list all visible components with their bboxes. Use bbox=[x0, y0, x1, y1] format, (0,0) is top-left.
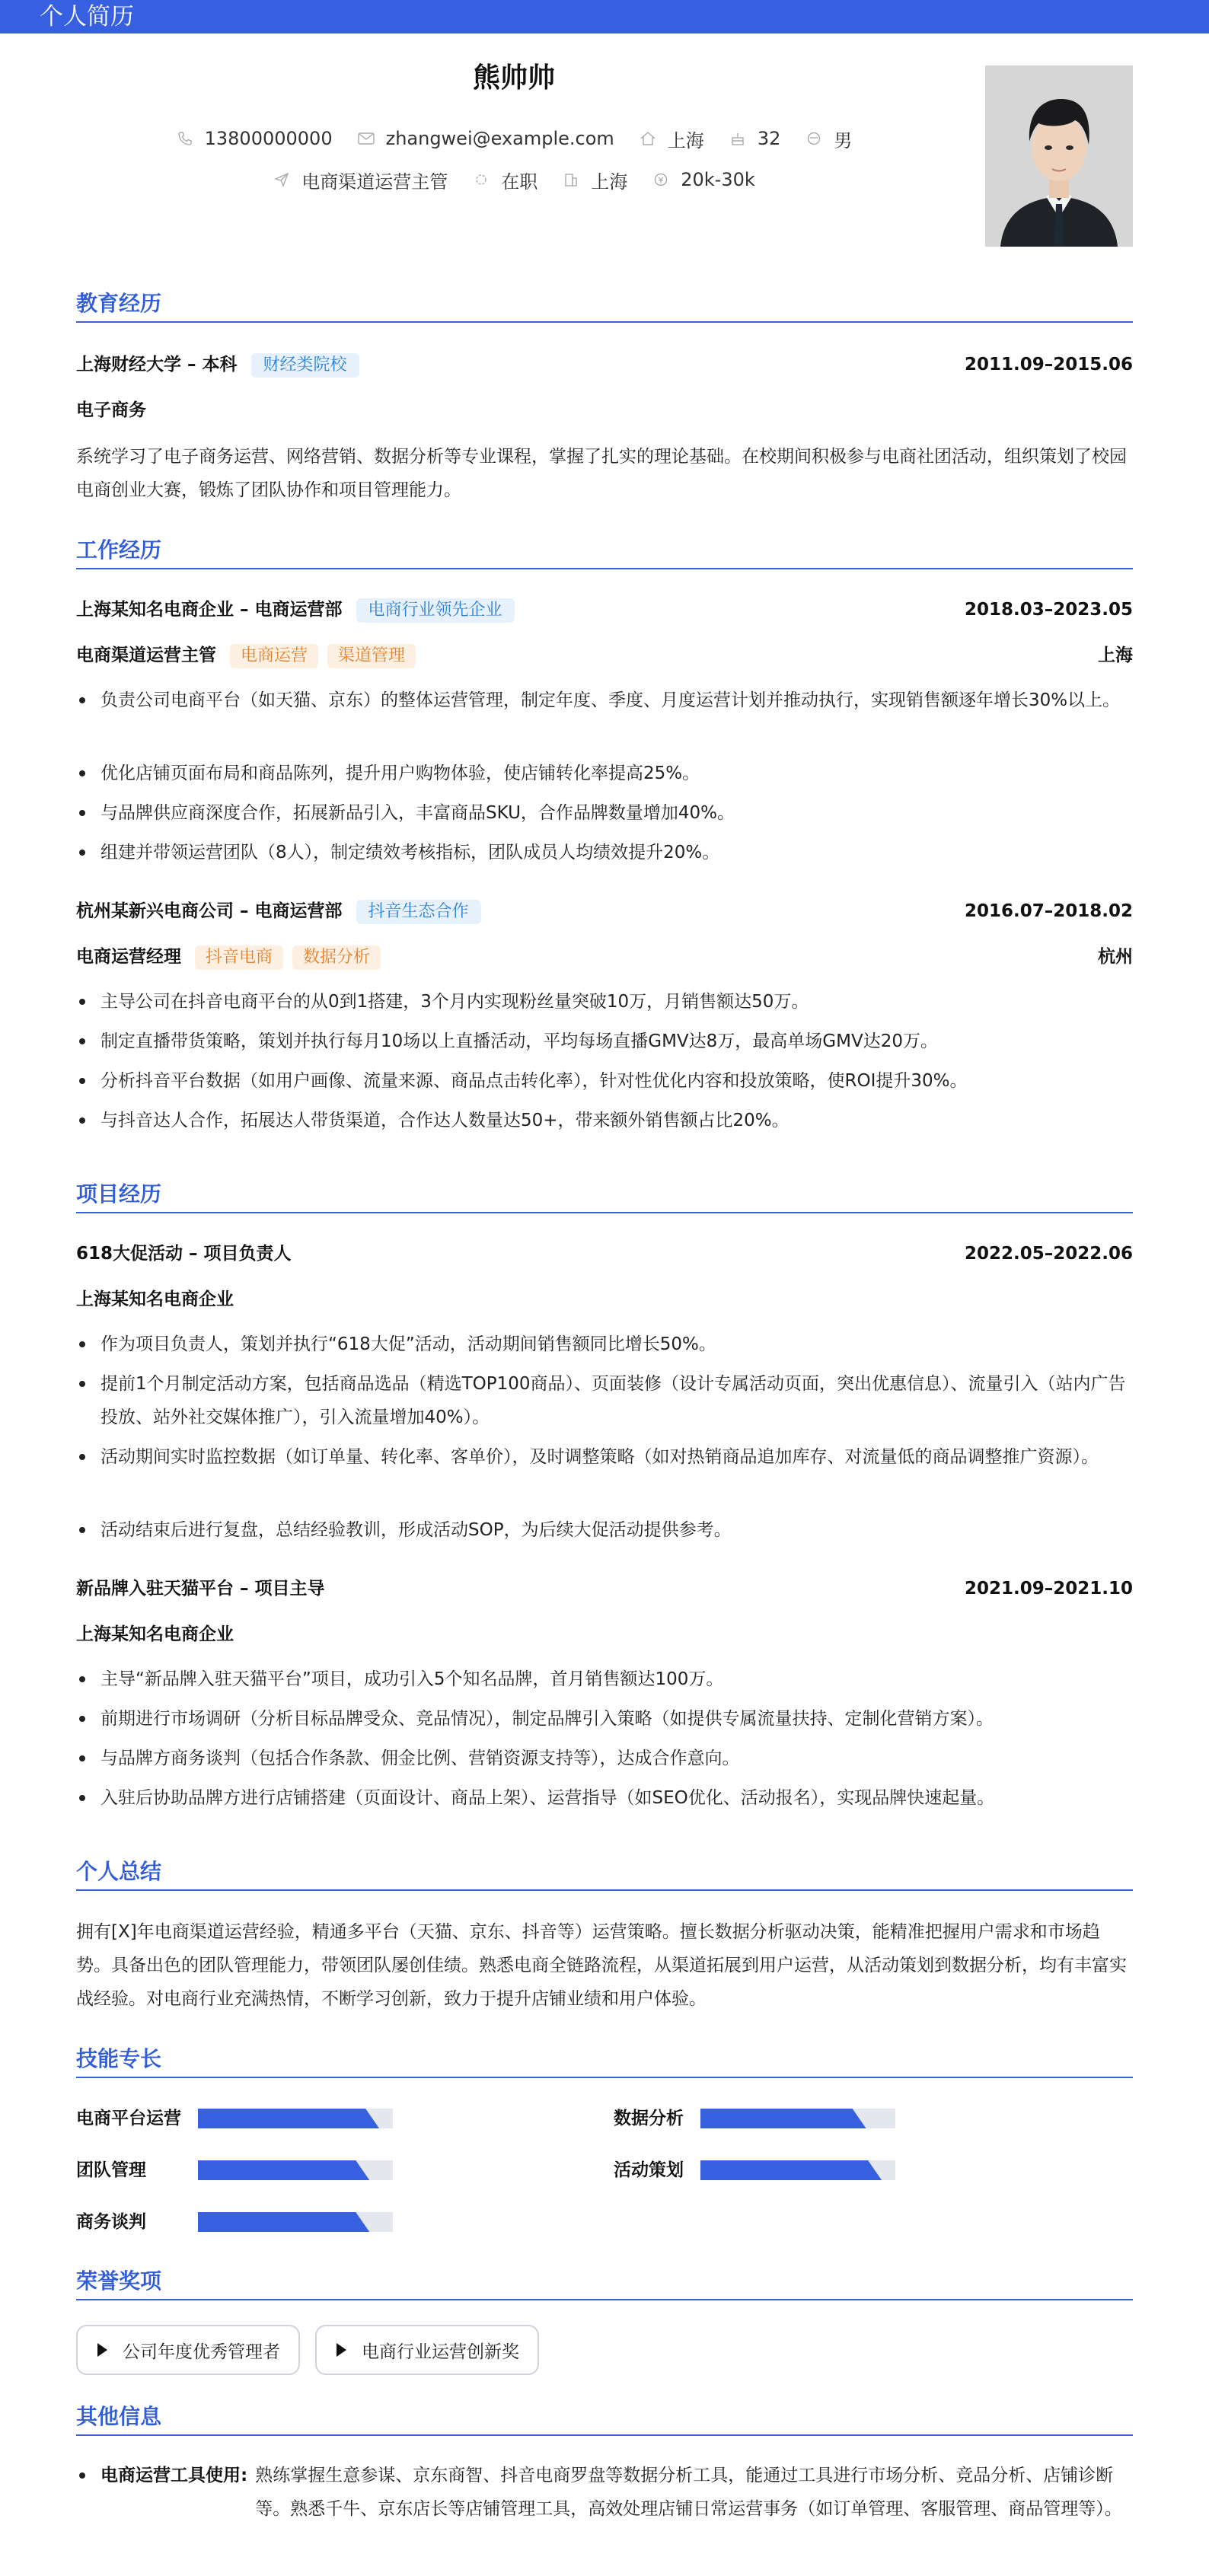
project-name: 618大促活动 – 项目负责人 bbox=[76, 1244, 292, 1264]
job-intent-row bbox=[0, 164, 1028, 195]
education-tag: 财经类院校 bbox=[251, 353, 359, 378]
work-header-2 bbox=[76, 898, 1133, 924]
skill-label: 商务谈判 bbox=[76, 2212, 146, 2232]
home-icon bbox=[639, 129, 657, 148]
skill-bar bbox=[700, 2160, 895, 2180]
gender-icon bbox=[805, 129, 823, 148]
summary-text: 拥有[X]年电商渠道运营经验，精通多平台（天猫、京东、抖音等）运营策略。擅长数据分析驱动决策，能精准把握用户需求和市场趋势。具备出色的团队管理能力，带领团队屡创佳绩。熟悉电商全链路流程，从渠道拓展到用户运营，从活动策划到数据分析，均有丰富实战经验。对电商行业充满热情，不断学习创新，致力于提升店铺业绩和用户体验。 bbox=[76, 1922, 1127, 2009]
email-item bbox=[357, 128, 614, 149]
status-icon bbox=[472, 171, 490, 189]
skill-fill bbox=[198, 2160, 369, 2180]
skill-bar bbox=[198, 2160, 393, 2180]
work-role-2 bbox=[76, 944, 1133, 970]
work-company: 杭州某新兴电商公司 – 电商运营部 bbox=[76, 901, 343, 921]
project-period: 2021.09–2021.10 bbox=[964, 1579, 1133, 1599]
work-skill-tag: 数据分析 bbox=[292, 945, 381, 970]
salary-text: 20k-30k bbox=[681, 169, 755, 190]
section-title-summary: 个人总结 bbox=[76, 1857, 1133, 1891]
list-item: 分析抖音平台数据（如用户画像、流量来源、商品点击转化率），针对性优化内容和投放策略，使ROI提升30%。 bbox=[76, 1064, 1133, 1098]
award-chip bbox=[315, 2325, 539, 2375]
contact-row bbox=[0, 123, 1028, 154]
work-location: 杭州 bbox=[1098, 947, 1133, 967]
project-org: 上海某知名电商企业 bbox=[76, 1624, 234, 1644]
target-city-text: 上海 bbox=[591, 171, 628, 193]
list-item: 负责公司电商平台（如天猫、京东）的整体运营管理，制定年度、季度、月度运营计划并推动执行，实现销售额逐年增长30%以上。 bbox=[76, 684, 1133, 717]
skill-bar bbox=[198, 2212, 393, 2232]
cake-icon bbox=[729, 129, 747, 148]
age-item bbox=[729, 128, 781, 149]
gender-item bbox=[805, 126, 852, 152]
education-description: 系统学习了电子商务运营、网络营销、数据分析等专业课程，掌握了扎实的理论基础。在校期间积极参与电商社团活动，组织策划了校园电商创业大赛，锻炼了团队协作和项目管理能力。 bbox=[76, 447, 1127, 500]
play-icon bbox=[97, 2343, 107, 2357]
project-name: 新品牌入驻天猫平台 – 项目主导 bbox=[76, 1579, 325, 1599]
work-header-1 bbox=[76, 597, 1133, 623]
target-city-item bbox=[562, 167, 627, 193]
project-header-1 bbox=[76, 1241, 1133, 1267]
list-item: 主导公司在抖音电商平台的从0到1搭建，3个月内实现粉丝量突破10万，月销售额达50万。 bbox=[76, 985, 1133, 1019]
list-item: 活动结束后进行复盘，总结经验教训，形成活动SOP，为后续大促活动提供参考。 bbox=[76, 1513, 1133, 1547]
list-item: 活动期间实时监控数据（如订单量、转化率、客单价），及时调整策略（如对热销商品追加库存、对流量低的商品调整推广资源）。 bbox=[76, 1440, 1133, 1474]
profile-photo bbox=[985, 65, 1133, 247]
status-text: 在职 bbox=[501, 171, 538, 193]
list-item: 主导“新品牌入驻天猫平台”项目，成功引入5个知名品牌，首月销售额达100万。 bbox=[76, 1663, 1133, 1696]
phone-text: 13800000000 bbox=[204, 128, 333, 149]
skill-bar bbox=[198, 2109, 393, 2128]
section-title-awards: 荣誉奖项 bbox=[76, 2267, 1133, 2300]
skill-label: 团队管理 bbox=[76, 2160, 146, 2180]
list-item: 与品牌方商务谈判（包括合作条款、佣金比例、营销资源支持等），达成合作意向。 bbox=[76, 1742, 1133, 1775]
list-item: 与品牌供应商深度合作，拓展新品引入，丰富商品SKU，合作品牌数量增加40%。 bbox=[76, 796, 1133, 830]
skill-fill bbox=[700, 2109, 866, 2128]
age-text: 32 bbox=[757, 128, 781, 149]
section-title-work: 工作经历 bbox=[76, 536, 1133, 569]
top-bar bbox=[0, 0, 1209, 33]
position-item bbox=[273, 167, 448, 193]
email-text: zhangwei@example.com bbox=[385, 128, 614, 149]
list-item: 前期进行市场调研（分析目标品牌受众、竞品情况），制定品牌引入策略（如提供专属流量扶持、定制化营销方案）。 bbox=[76, 1702, 1133, 1736]
section-title-education: 教育经历 bbox=[76, 289, 1133, 323]
play-icon bbox=[337, 2343, 346, 2357]
city-text: 上海 bbox=[667, 129, 704, 151]
money-icon bbox=[652, 171, 670, 189]
skill-fill bbox=[198, 2212, 369, 2232]
city-item bbox=[639, 126, 704, 152]
work-title: 电商渠道运营主管 bbox=[76, 646, 216, 665]
list-item: 作为项目负责人，策划并执行“618大促”活动，活动期间销售额同比增长50%。 bbox=[76, 1328, 1133, 1361]
section-title-skills: 技能专长 bbox=[76, 2045, 1133, 2078]
list-item: 组建并带领运营团队（8人），制定绩效考核指标，团队成员人均绩效提升20%。 bbox=[76, 836, 1133, 869]
award-label: 公司年度优秀管理者 bbox=[123, 2342, 280, 2362]
list-item: 制定直播带货策略，策划并执行每月10场以上直播活动，平均每场直播GMV达8万，最高单场GMV达20万。 bbox=[76, 1025, 1133, 1058]
project-period: 2022.05–2022.06 bbox=[964, 1244, 1133, 1264]
section-title-other: 其他信息 bbox=[76, 2402, 1133, 2436]
building-icon bbox=[562, 171, 580, 189]
work-period: 2016.07–2018.02 bbox=[964, 901, 1133, 921]
project-org: 上海某知名电商企业 bbox=[76, 1290, 234, 1309]
skill-label: 电商平台运营 bbox=[76, 2109, 181, 2128]
award-label: 电商行业运营创新奖 bbox=[362, 2342, 519, 2362]
position-text: 电商渠道运营主管 bbox=[301, 171, 448, 193]
work-location: 上海 bbox=[1098, 646, 1133, 665]
candidate-name: 熊帅帅 bbox=[472, 62, 555, 94]
skill-label: 数据分析 bbox=[614, 2109, 684, 2128]
gender-text: 男 bbox=[834, 129, 853, 151]
education-major: 电子商务 bbox=[76, 400, 146, 420]
list-item: 入驻后协助品牌方进行店铺搭建（页面设计、商品上架）、运营指导（如SEO优化、活动报名），实现品牌快速起量。 bbox=[76, 1781, 1133, 1815]
list-item: 优化店铺页面布局和商品陈列，提升用户购物体验，使店铺转化率提高25%。 bbox=[76, 757, 1133, 790]
other-text: 熟练掌握生意参谋、京东商智、抖音电商罗盘等数据分析工具，能通过工具进行市场分析、竞品分析、店铺诊断等。熟悉千牛、京东店长等店铺管理工具，高效处理店铺日常运营事务（如订单管理、客服管理、商品管理等）。 bbox=[255, 2466, 1122, 2519]
award-chip bbox=[76, 2325, 300, 2375]
education-header bbox=[76, 352, 1133, 378]
skill-bar bbox=[700, 2109, 895, 2128]
work-role-1 bbox=[76, 642, 1133, 668]
list-item: 与抖音达人合作，拓展达人带货渠道，合作达人数量达50+，带来额外销售额占比20%。 bbox=[76, 1104, 1133, 1137]
list-item: 提前1个月制定活动方案，包括商品选品（精选TOP100商品）、页面装修（设计专属活动页面，突出优惠信息）、流量引入（站内广告投放、站外社交媒体推广），引入流量增加40%）。 bbox=[76, 1367, 1133, 1434]
work-tag: 抖音生态合作 bbox=[356, 900, 481, 924]
phone-item bbox=[176, 128, 333, 149]
work-skill-tag: 抖音电商 bbox=[195, 945, 283, 970]
mail-icon bbox=[357, 129, 375, 148]
project-header-2 bbox=[76, 1576, 1133, 1602]
work-period: 2018.03–2023.05 bbox=[964, 600, 1133, 620]
status-item bbox=[472, 167, 538, 193]
skill-fill bbox=[198, 2109, 379, 2128]
page-title: 个人简历 bbox=[40, 3, 134, 30]
section-title-projects: 项目经历 bbox=[76, 1180, 1133, 1213]
education-school: 上海财经大学 – 本科 bbox=[76, 355, 238, 375]
skill-fill bbox=[700, 2160, 882, 2180]
work-skill-tag: 渠道管理 bbox=[327, 644, 416, 668]
education-period: 2011.09–2015.06 bbox=[964, 355, 1133, 375]
skill-label: 活动策划 bbox=[614, 2160, 684, 2180]
work-title: 电商运营经理 bbox=[76, 947, 181, 967]
work-company: 上海某知名电商企业 – 电商运营部 bbox=[76, 600, 343, 620]
phone-icon bbox=[176, 129, 194, 148]
send-icon bbox=[273, 171, 291, 189]
other-item bbox=[76, 2459, 1133, 2526]
work-skill-tag: 电商运营 bbox=[230, 644, 318, 668]
salary-item bbox=[652, 169, 755, 190]
other-label: 电商运营工具使用: bbox=[100, 2466, 248, 2485]
work-tag: 电商行业领先企业 bbox=[356, 598, 515, 623]
